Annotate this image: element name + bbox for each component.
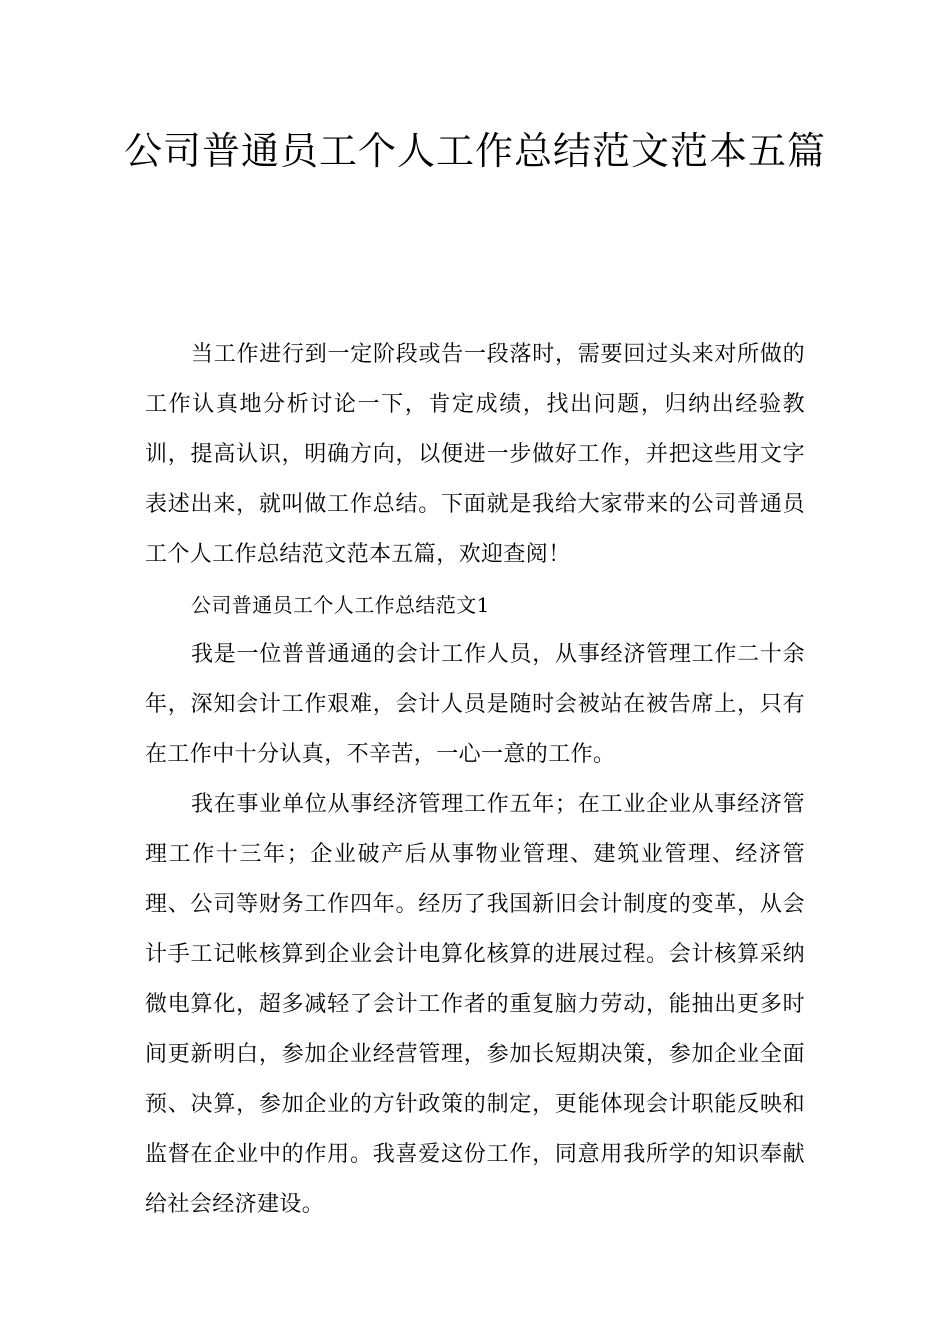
document-title: 公司普通员工个人工作总结范文范本五篇 [123,129,826,173]
section-heading: 公司普通员工个人工作总结范文1 [191,593,490,617]
body-paragraph: 我是一位普普通通的会计工作人员，从事经济管理工作二十余年，深知会计工作艰难，会计人员是随时会被站在被告席上，只有在工作中十分认真，不辛苦，一心一意的工作。 [145,642,805,767]
document-body [145,330,805,1230]
intro-paragraph: 当工作进行到一定阶段或告一段落时，需要回过头来对所做的工作认真地分析讨论一下，肯定成绩，找出问题，归纳出经验教训，提高认识，明确方向，以便进一步做好工作，并把这些用文字表述出来，就叫做工作总结。下面就是我给大家带来的公司普通员工个人工作总结范文范本五篇，欢迎查阅！ [145,342,805,567]
body-paragraph: 我在事业单位从事经济管理工作五年；在工业企业从事经济管理工作十三年；企业破产后从事物业管理、建筑业管理、经济管理、公司等财务工作四年。经历了我国新旧会计制度的变革，从会计手工记帐核算到企业会计电算化核算的进展过程。会计核算采纳微电算化，超多减轻了会计工作者的重复脑力劳动，能抽出更多时间更新明白，参加企业经营管理，参加长短期决策，参加企业全面预、决算，参加企业的方针政策的制定，更能体现会计职能反映和监督在企业中的作用。我喜爱这份工作，同意用我所学的知识奉献给社会经济建设。 [145,792,805,1217]
